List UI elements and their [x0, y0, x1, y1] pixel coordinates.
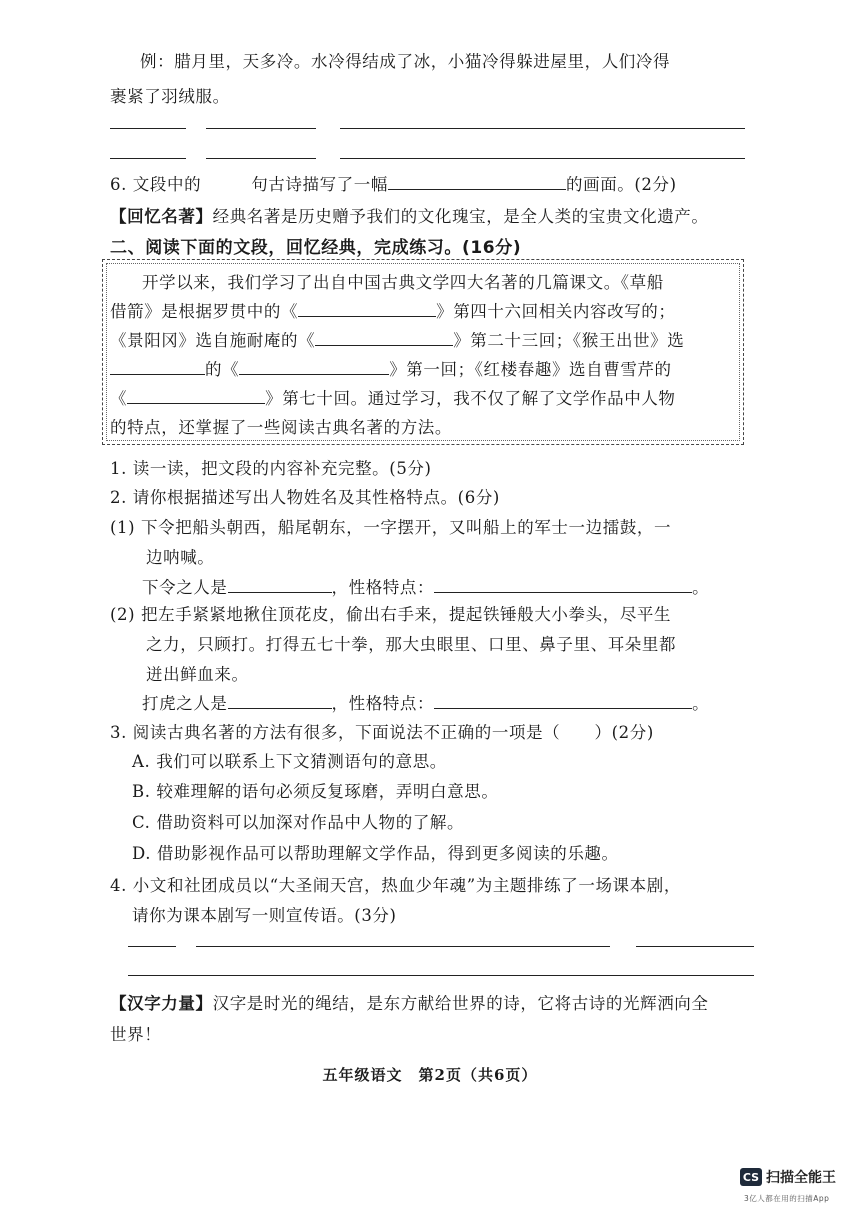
question-2-part-2-answer	[142, 690, 709, 714]
option-a[interactable]: A. 我们可以联系上下文猜测语句的意思。	[132, 752, 447, 771]
answer-line[interactable]	[110, 128, 186, 129]
passage-line-4	[110, 356, 672, 380]
passage-line-6: 的特点，还掌握了一些阅读古典名著的方法。	[110, 418, 452, 437]
trait-blank-1[interactable]	[434, 575, 692, 593]
question-6-mid: 句古诗描写了一幅	[251, 175, 388, 194]
answer-prompt: 。	[692, 578, 710, 597]
question-2: 2. 请你根据描述写出人物姓名及其性格特点。(6分)	[110, 488, 500, 507]
hanzi-text-1: 汉字是时光的绳结，是东方献给世界的诗，它将古诗的光辉洒向全	[212, 994, 709, 1013]
passage-line-1: 开学以来，我们学习了出自中国古典文学四大名著的几篇课文。《草船	[142, 273, 664, 292]
question-2-part-2-line-2: 之力，只顾打。打得五七十拳，那大虫眼里、口里、鼻子里、耳朵里都	[146, 635, 677, 654]
question-3: 3. 阅读古典名著的方法有很多，下面说法不正确的一项是（ ）(2分)	[110, 723, 654, 742]
example-line-1: 例：腊月里，天多冷。水冷得结成了冰，小猫冷得躲进屋里，人们冷得	[140, 52, 671, 71]
hanzi-label: 【汉字力量】	[110, 994, 213, 1013]
example-line-2: 裹紧了羽绒服。	[110, 87, 230, 106]
passage-line-5	[110, 385, 676, 409]
answer-prompt: 。	[692, 694, 710, 713]
question-4-line-1: 4. 小文和社团成员以“大圣闹天宫，热血少年魂”为主题排练了一场课本剧，	[110, 876, 681, 895]
scanner-tagline: 3亿人都在用的扫描App	[744, 1194, 830, 1203]
question-2-part-2-line-3: 迸出鲜血来。	[146, 665, 249, 684]
passage-blank-5[interactable]	[127, 386, 265, 404]
answer-prompt: ，性格特点：	[331, 578, 435, 597]
answer-line[interactable]	[340, 158, 745, 159]
answer-prompt: 打虎之人是	[142, 694, 228, 713]
passage-blank-3[interactable]	[110, 357, 205, 375]
passage-blank-2[interactable]	[315, 328, 453, 346]
question-6-after: 的画面。(2分)	[566, 175, 677, 194]
answer-prompt: ，性格特点：	[331, 694, 435, 713]
scanner-name: 扫描全能王	[766, 1170, 836, 1186]
question-2-part-1-answer	[142, 574, 709, 598]
page-footer: 五年级语文 第2页（共6页）	[322, 1066, 538, 1084]
passage-text: 》第二十三回；《猴王出世》选	[453, 331, 685, 350]
passage-text: 《景阳冈》选自施耐庵的《	[110, 331, 316, 350]
passage-text: 的《	[205, 360, 240, 379]
hanzi-text-2: 世界！	[110, 1025, 162, 1044]
passage-text: 》第四十六回相关内容改写的；	[436, 302, 676, 321]
name-blank-2[interactable]	[228, 691, 332, 709]
trait-blank-2[interactable]	[434, 691, 692, 709]
answer-line[interactable]	[206, 128, 316, 129]
hanzi-power	[110, 990, 709, 1014]
answer-line[interactable]	[196, 946, 610, 947]
passage-text: 》第一回；《红楼春趣》选自曹雪芹的	[389, 360, 672, 379]
recall-label: 【回忆名著】	[110, 207, 213, 226]
passage-text: 《	[110, 389, 128, 408]
question-6-before: 6. 文段中的	[110, 175, 202, 194]
question-2-part-2-line-1: (2) 把左手紧紧地揪住顶花皮，偷出右手来，提起铁锤般大小拳头，尽平生	[110, 605, 672, 624]
passage-line-2	[110, 298, 676, 322]
question-1: 1. 读一读，把文段的内容补充完整。(5分)	[110, 459, 432, 478]
passage-line-3	[110, 327, 684, 351]
section-2-title: 二、阅读下面的文段，回忆经典，完成练习。(16分)	[110, 238, 522, 258]
recall-classics	[110, 203, 709, 227]
passage-blank-1[interactable]	[298, 299, 436, 317]
answer-prompt: 下令之人是	[142, 578, 228, 597]
question-4-line-2: 请你为课本剧写一则宣传语。(3分)	[132, 906, 397, 925]
camscanner-logo-icon: CS	[740, 1168, 762, 1186]
question-6	[110, 171, 677, 195]
passage-blank-4[interactable]	[239, 357, 389, 375]
answer-line[interactable]	[128, 946, 176, 947]
answer-line[interactable]	[340, 128, 745, 129]
name-blank-1[interactable]	[228, 575, 332, 593]
question-2-part-1-line-2: 边呐喊。	[146, 548, 215, 567]
answer-line[interactable]	[128, 975, 754, 976]
option-b[interactable]: B. 较难理解的语句必须反复琢磨，弄明白意思。	[132, 782, 499, 801]
option-c[interactable]: C. 借助资料可以加深对作品中人物的了解。	[132, 813, 465, 832]
scanner-watermark	[740, 1167, 836, 1187]
answer-line[interactable]	[636, 946, 754, 947]
option-d[interactable]: D. 借助影视作品可以帮助理解文学作品，得到更多阅读的乐趣。	[132, 844, 619, 863]
passage-text: 借箭》是根据罗贯中的《	[110, 302, 299, 321]
recall-text: 经典名著是历史赠予我们的文化瑰宝，是全人类的宝贵文化遗产。	[212, 207, 709, 226]
answer-line[interactable]	[206, 158, 316, 159]
passage-text: 》第七十回。通过学习，我不仅了解了文学作品中人物	[265, 389, 676, 408]
question-6-blank[interactable]	[388, 172, 566, 190]
answer-line[interactable]	[110, 158, 186, 159]
question-2-part-1-line-1: (1) 下令把船头朝西，船尾朝东，一字摆开，又叫船上的军士一边擂鼓，一	[110, 518, 672, 537]
